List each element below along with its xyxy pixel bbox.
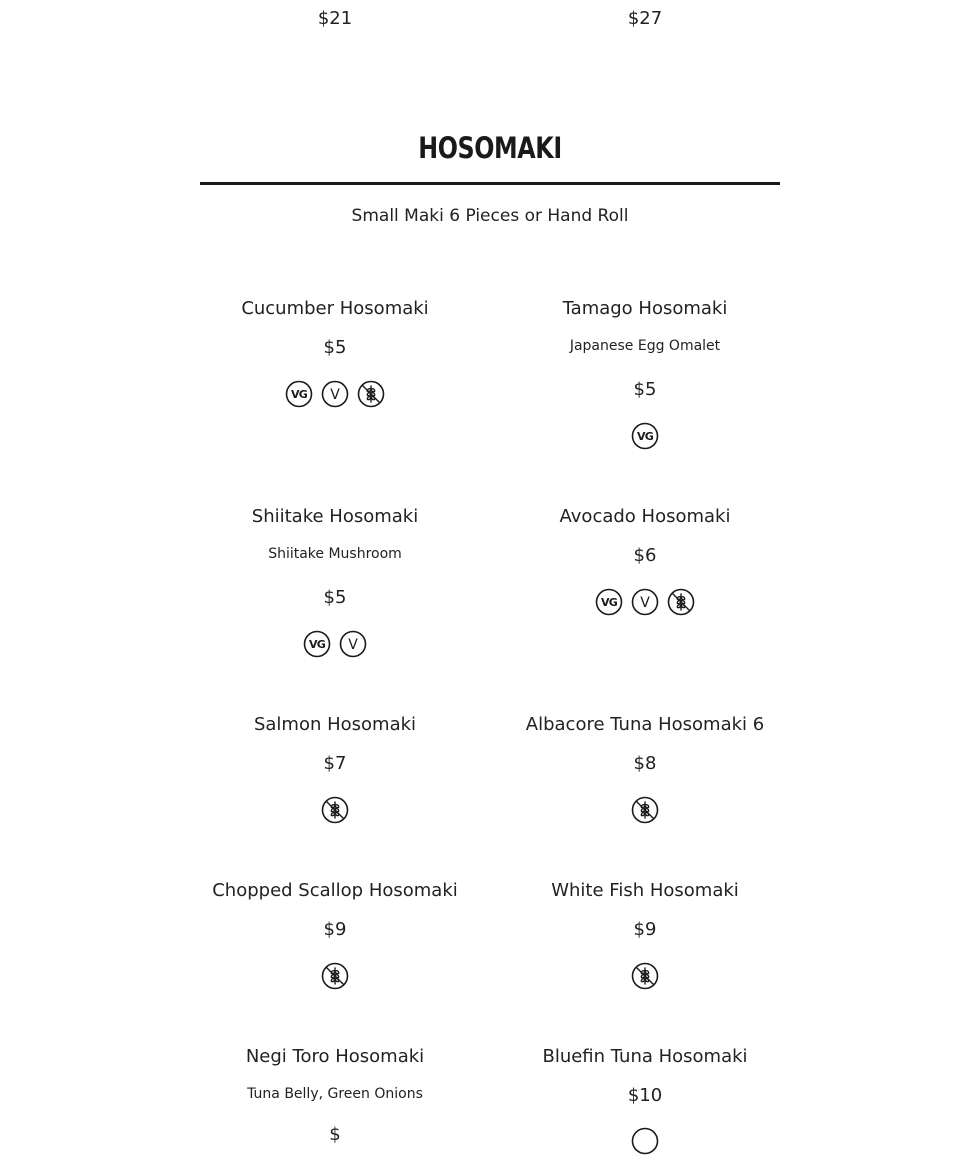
gluten-free-icon <box>357 380 385 408</box>
dietary-icons <box>631 422 659 450</box>
dietary-icons <box>285 380 385 408</box>
menu-item-name: Tamago Hosomaki <box>562 298 728 319</box>
vegan-icon <box>595 588 623 616</box>
menu-item-price: $5 <box>633 379 657 400</box>
dietary-icons <box>631 796 659 824</box>
menu-item-description: Japanese Egg Omalet <box>569 338 721 354</box>
svg-text:V: V <box>640 595 650 611</box>
vegan-icon <box>285 380 313 408</box>
gluten-free-icon <box>631 962 659 990</box>
menu-item-description: Shiitake Mushroom <box>268 546 402 562</box>
gluten-free-icon <box>321 796 349 824</box>
menu-item-price: $7 <box>323 753 347 774</box>
gluten-free-icon <box>321 962 349 990</box>
vegan-icon <box>631 422 659 450</box>
section-subtitle: Small Maki 6 Pieces or Hand Roll <box>351 206 629 226</box>
menu-item-description: Tuna Belly, Green Onions <box>247 1086 423 1102</box>
vegetarian-icon <box>631 588 659 616</box>
previous-item-price-left: $21 <box>317 8 353 29</box>
menu-item-name: Cucumber Hosomaki <box>241 298 429 319</box>
dietary-icons <box>321 962 349 990</box>
menu-item-name: White Fish Hosomaki <box>551 880 739 901</box>
vegetarian-icon <box>339 630 367 658</box>
gluten-free-icon <box>631 796 659 824</box>
dietary-icons <box>595 588 695 616</box>
menu-item-name: Shiitake Hosomaki <box>251 506 419 527</box>
gluten-free-icon <box>667 588 695 616</box>
menu-item-price: $8 <box>633 753 657 774</box>
svg-text:VG: VG <box>637 430 653 443</box>
menu-item-name: Chopped Scallop Hosomaki <box>212 880 458 901</box>
svg-text:VG: VG <box>309 638 325 651</box>
menu-item-name: Bluefin Tuna Hosomaki <box>542 1046 748 1067</box>
menu-item-price: $5 <box>323 337 347 358</box>
vegan-icon <box>303 630 331 658</box>
menu-item-price: $ <box>329 1124 341 1145</box>
menu-item-price: $9 <box>633 919 657 940</box>
svg-text:VG: VG <box>601 596 617 609</box>
menu-item-price: $5 <box>323 587 347 608</box>
menu-item-name: Salmon Hosomaki <box>253 714 417 735</box>
dietary-icons <box>631 962 659 990</box>
section-title: HOSOMAKI <box>418 131 562 165</box>
dietary-icons <box>631 1127 659 1155</box>
dietary-icons <box>321 796 349 824</box>
dietary-icons <box>303 630 367 658</box>
section-divider <box>200 182 780 185</box>
vegetarian-icon <box>321 380 349 408</box>
menu-item-name: Avocado Hosomaki <box>559 506 731 527</box>
svg-text:V: V <box>348 637 358 653</box>
menu-item-price: $6 <box>633 545 657 566</box>
partial-icon <box>631 1127 659 1155</box>
previous-item-price-right: $27 <box>627 8 663 29</box>
menu-item-name: Albacore Tuna Hosomaki 6 <box>525 714 765 735</box>
menu-item-price: $10 <box>627 1085 663 1106</box>
svg-text:VG: VG <box>291 388 307 401</box>
svg-text:V: V <box>330 387 340 403</box>
menu-item-name: Negi Toro Hosomaki <box>245 1046 425 1067</box>
menu-item-price: $9 <box>323 919 347 940</box>
